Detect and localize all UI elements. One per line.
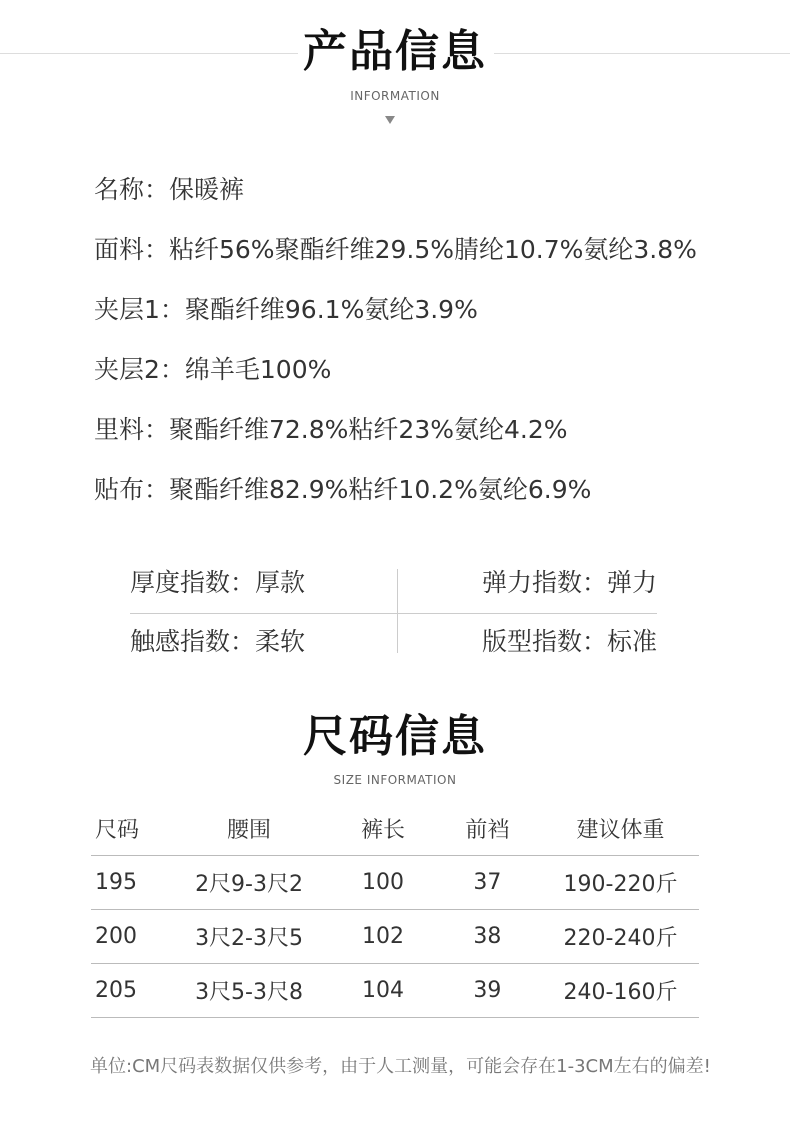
cell-waist: 2尺9-3尺2 bbox=[165, 856, 334, 910]
info-lining: 里料：聚酯纤维72.8%粘纤23%氨纶4.2% bbox=[94, 415, 568, 444]
info-fabric: 面料：粘纤56%聚酯纤维29.5%腈纶10.7%氨纶3.8% bbox=[94, 235, 697, 264]
cell-front-rise: 39 bbox=[433, 964, 542, 1018]
cell-front-rise: 38 bbox=[433, 910, 542, 964]
header-size: 尺码 bbox=[91, 802, 165, 856]
table-header-row bbox=[91, 802, 699, 856]
index-touch: 触感指数：柔软 bbox=[130, 627, 306, 656]
cell-weight: 190-220斤 bbox=[542, 856, 699, 910]
cell-size: 195 bbox=[91, 856, 165, 910]
index-divider-vertical bbox=[397, 569, 398, 653]
cell-waist: 3尺2-3尺5 bbox=[165, 910, 334, 964]
cell-length: 104 bbox=[333, 964, 432, 1018]
cell-size: 205 bbox=[91, 964, 165, 1018]
caret-down-icon bbox=[385, 116, 395, 124]
info-patch: 贴布：聚酯纤维82.9%粘纤10.2%氨纶6.9% bbox=[94, 475, 592, 504]
cell-length: 100 bbox=[333, 856, 432, 910]
product-info-title: 产品信息 bbox=[303, 26, 487, 77]
size-info-subtitle: SIZE INFORMATION bbox=[333, 773, 457, 787]
table-row bbox=[91, 964, 699, 1018]
info-interlayer-2: 夹层2：绵羊毛100% bbox=[94, 355, 332, 384]
size-table bbox=[91, 802, 699, 1018]
index-grid bbox=[130, 555, 657, 673]
header-length: 裤长 bbox=[333, 802, 432, 856]
cell-weight: 240-160斤 bbox=[542, 964, 699, 1018]
header-front-rise: 前裆 bbox=[433, 802, 542, 856]
table-row bbox=[91, 856, 699, 910]
info-interlayer-1: 夹层1：聚酯纤维96.1%氨纶3.9% bbox=[94, 295, 478, 324]
header-waist: 腰围 bbox=[165, 802, 334, 856]
product-info-list bbox=[94, 168, 734, 528]
index-fit: 版型指数：标准 bbox=[481, 627, 657, 656]
cell-front-rise: 37 bbox=[433, 856, 542, 910]
cell-size: 200 bbox=[91, 910, 165, 964]
header-weight: 建议体重 bbox=[542, 802, 699, 856]
index-elasticity: 弹力指数：弹力 bbox=[481, 568, 657, 597]
product-info-subtitle: INFORMATION bbox=[350, 89, 440, 103]
info-name: 名称：保暖裤 bbox=[94, 175, 245, 204]
cell-weight: 220-240斤 bbox=[542, 910, 699, 964]
size-info-title: 尺码信息 bbox=[303, 711, 487, 762]
cell-waist: 3尺5-3尺8 bbox=[165, 964, 334, 1018]
table-row bbox=[91, 910, 699, 964]
size-footnote: 单位:CM尺码表数据仅供参考，由于人工测量，可能会存在1-3CM左右的偏差! bbox=[90, 1056, 711, 1077]
index-thickness: 厚度指数：厚款 bbox=[130, 568, 306, 597]
cell-length: 102 bbox=[333, 910, 432, 964]
index-divider-horizontal bbox=[130, 613, 657, 614]
